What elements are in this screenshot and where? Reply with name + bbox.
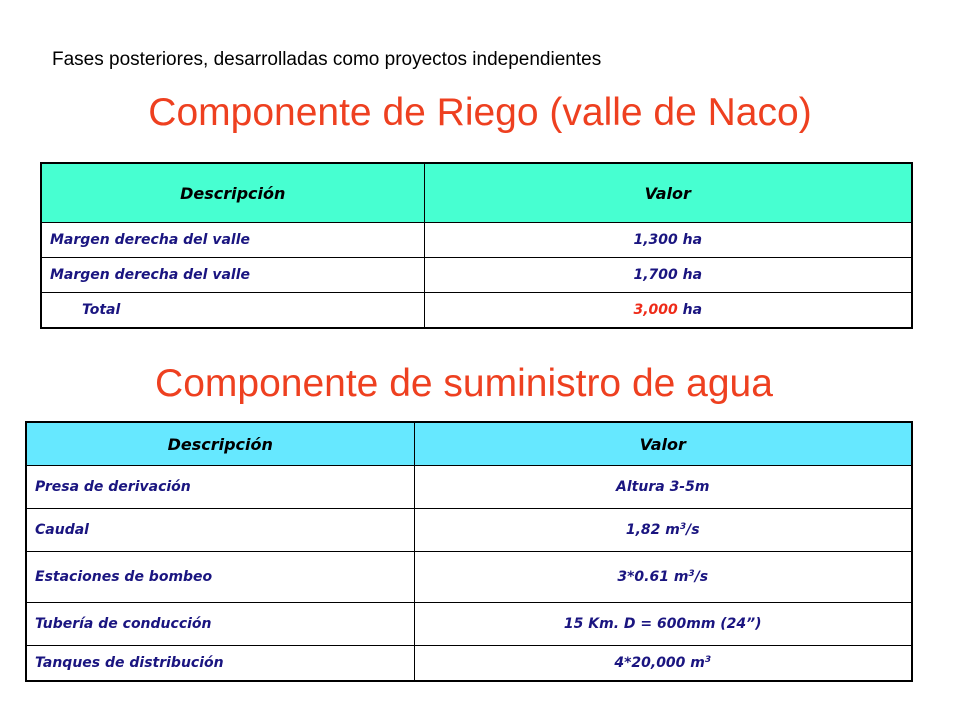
cell-descripcion: Estaciones de bombeo [26,552,414,603]
cell-valor [414,509,912,552]
cell-descripcion: Tubería de conducción [26,603,414,646]
table-row [41,258,912,293]
cell-valor: Altura 3-5m [414,466,912,509]
valor-tail: /s [686,522,700,538]
cell-valor [414,552,912,603]
table-row [26,552,912,603]
riego-section-title: Componente de Riego (valle de Naco) [148,91,812,134]
superscript: 3 [688,569,695,579]
agua-table [25,421,913,682]
column-header-valor: Valor [424,163,912,223]
table-row [26,646,912,682]
table-row [41,223,912,258]
page-subtitle: Fases posteriores, desarrolladas como proyectos independientes [52,49,602,70]
table-header-row [26,422,912,466]
cell-descripcion: Tanques de distribución [26,646,414,682]
table-header-row [41,163,912,223]
total-number: 3,000 [633,302,678,318]
column-header-descripcion: Descripción [41,163,424,223]
cell-descripcion: Presa de derivación [26,466,414,509]
cell-descripcion: Margen derecha del valle [41,258,424,293]
total-value [424,293,912,329]
column-header-valor: Valor [414,422,912,466]
column-header-descripcion: Descripción [26,422,414,466]
valor-main: 1,82 m [625,522,680,538]
agua-section-title: Componente de suministro de agua [155,362,773,405]
table-row [26,603,912,646]
superscript: 3 [679,522,687,532]
table-row [26,466,912,509]
superscript: 3 [704,655,712,665]
cell-descripcion: Margen derecha del valle [41,223,424,258]
valor-main: 3*0.61 m [617,569,689,585]
table-row [26,509,912,552]
cell-valor [414,646,912,682]
total-row [41,293,912,329]
total-unit: ha [682,302,703,318]
riego-table [40,162,913,329]
valor-tail: /s [694,569,709,585]
valor-main: 4*20,000 m [614,655,705,671]
cell-valor: 1,300 ha [424,223,912,258]
cell-valor: 15 Km. D = 600mm (24”) [414,603,912,646]
cell-valor: 1,700 ha [424,258,912,293]
cell-descripcion: Caudal [26,509,414,552]
total-label: Total [41,293,424,329]
